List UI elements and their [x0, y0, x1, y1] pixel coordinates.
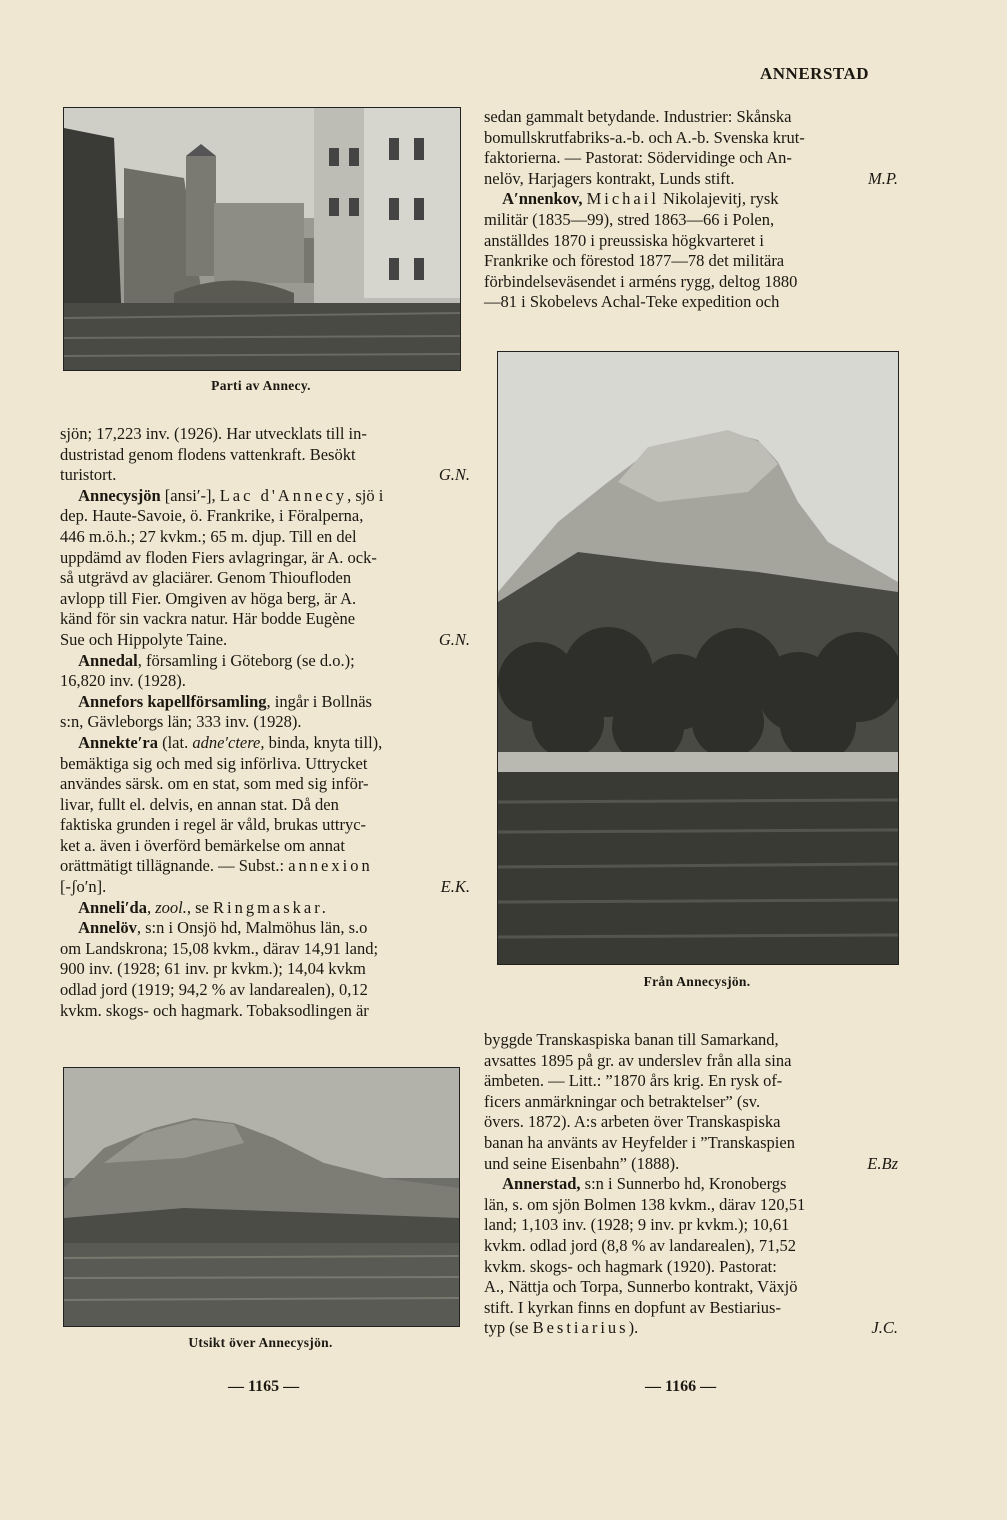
page-number-right: — 1166 —	[645, 1378, 717, 1395]
text-line: 900 inv. (1928; 61 inv. pr kvkm.); 14,04 kvkm	[60, 959, 366, 979]
text-line: ).	[628, 1318, 639, 1338]
right-column-top-text	[484, 107, 898, 313]
text-line: sjön; 17,223 inv. (1926). Har utvecklats till in-	[60, 424, 367, 443]
text-line: dustristad genom flodens vattenkraft. Besökt	[60, 444, 356, 464]
text-line: banan ha använts av Heyfelder i ”Transkaspien	[484, 1132, 795, 1152]
latin-term: adne′ctere,	[192, 732, 265, 752]
text-line: 446 m.ö.h.; 27 kvkm.; 65 m. djup. Till en del	[60, 526, 357, 546]
signature: E.Bz	[867, 1153, 898, 1173]
spaced-text: Michail	[586, 189, 659, 209]
text-line: Frankrike och förestod 1877—78 det militära	[484, 251, 785, 271]
entry-head: Anneli′da	[78, 897, 147, 917]
entry-head: Annedal	[78, 650, 138, 670]
text-line: livar, fullt el. delvis, en annan stat. Då den	[60, 794, 339, 814]
cross-reference: Bestiarius	[532, 1318, 629, 1338]
entry-head: A′nnenkov,	[502, 189, 583, 209]
text-line: kvkm. skogs- och hagmark. Tobaksodlingen är	[60, 1000, 369, 1020]
text-line: bemäktiga sig och med sig införliva. Uttrycket	[60, 753, 368, 773]
text-line: faktiska grunden i regel är våld, brukas uttryc-	[60, 815, 367, 835]
text-line: kvkm. odlad jord (8,8 % av landarealen), 71,52	[484, 1235, 797, 1255]
text-line: binda, knyta till),	[264, 732, 383, 752]
text-line: avsattes 1895 på gr. av underslev från alla sina	[484, 1050, 792, 1070]
spaced-text: Lac d'Annecy	[219, 485, 348, 505]
text-line: , sjö i	[347, 485, 384, 505]
text-line: avlopp till Fier. Omgiven av höga berg, är A.	[60, 588, 357, 608]
cross-reference: Ringmaskar.	[212, 897, 329, 917]
photo-annecy-view	[63, 1067, 460, 1327]
text-line: ket a. även i överförd bemärkelse om annat	[60, 835, 345, 855]
text-line: faktorierna. — Pastorat: Södervidinge och An-	[484, 148, 792, 168]
signature: J.C.	[871, 1318, 898, 1338]
text-line: , se	[186, 897, 213, 917]
text-line: , s:n i Onsjö hd, Malmöhus län, s.o	[136, 918, 368, 938]
text-line: kvkm. skogs- och hagmark (1920). Pastorat:	[484, 1256, 777, 1276]
entry-head: Annekte′ra	[78, 732, 158, 752]
text-line: uppdämd av floden Fiers avlagringar, är A. ock-	[60, 547, 377, 567]
text-line: om Landskrona; 15,08 kvkm., därav 14,91 land;	[60, 938, 379, 958]
entry-head: Annecysjön	[78, 485, 161, 505]
photo3-caption: Utsikt över Annecysjön.	[188, 1335, 333, 1350]
text-line: stift. I kyrkan finns en dopfunt av Bestiarius-	[484, 1297, 781, 1317]
text-line: Nikolajevitj, rysk	[658, 189, 779, 209]
entry-head: Annerstad,	[502, 1174, 581, 1194]
text-line: s:n i Sunnerbo hd, Kronobergs	[580, 1174, 787, 1194]
text-line: (lat.	[157, 732, 193, 752]
left-column-text: sjön; 17,223 inv. (1926). Har utvecklats till in- dustristad genom flodens vattenkraft. Besökt turistort. G.N. Annecysjön [ansi′-], Lac d'Annecy, sjö i dep. Haute-Savoie, ö. Frankrike, i Föralperna, 446 m.ö.h.; 27 kvkm.; 65 m. djup. Till en del uppdämd av floden Fiers avlagringar, är A. ock- så utgrävd av glaciärer. Genom Thioufloden avlopp till Fier. Omgiven av höga berg, är A. känd för sin vackra natur. Här bodde Eugène Sue och Hippolyte Taine. G.N. Annedal, församling i Göteborg (se d.o.); 16,820 inv. (1928). Annefors kapellförsamling, ingår i Bollnäs s:n, Gävleborgs län; 333 inv. (1928). Annekte′ra (lat. adne′ctere, binda, knyta till), bemäktiga sig och med sig införliva. Uttrycket användes särsk. om en stat, som med sig inför- livar, fullt el. delvis, en annan stat. Då den faktiska grunden i regel är våld, brukas uttryc- ket a. även i överförd bemärkelse om annat orättmätigt tillägnande. — Subst.: annexion [-ʃo′n]. E.K. Anneli′da, zool., se Ringmaskar. Annelöv, s:n i Onsjö hd, Malmöhus län, s.o om Landskrona; 15,08 kvkm., därav 14,91 land; 900 inv. (1928; 61 inv. pr kvkm.); 14,04 kvkm odlad jord (1919; 94,2 % av landarealen), 0,12 kvkm. skogs- och hagmark. Tobaksodlingen är	[60, 424, 470, 1020]
text-line: sedan gammalt betydande. Industrier: Skånska	[484, 107, 792, 126]
text-line: byggde Transkaspiska banan till Samarkand,	[484, 1030, 779, 1049]
text-line: odlad jord (1919; 94,2 % av landarealen), 0,12	[60, 980, 368, 1000]
text-line: förbindelseväsendet i arméns rygg, deltog 1880	[484, 271, 798, 291]
text-line: användes särsk. om en stat, som med sig inför-	[60, 774, 369, 794]
text-line: så utgrävd av glaciärer. Genom Thioufloden	[60, 568, 352, 588]
text-line: [-ʃo′n].	[60, 877, 107, 897]
signature: E.K.	[440, 877, 470, 897]
entry-head: Annelöv	[78, 918, 137, 938]
text-line: känd för sin vackra natur. Här bodde Eugène	[60, 609, 356, 629]
right-column-bottom-text	[484, 1030, 898, 1339]
pronunciation: [ansi′-],	[160, 485, 220, 505]
photo2-caption: Från Annecysjön.	[643, 974, 751, 989]
photo1-caption: Parti av Annecy.	[211, 378, 311, 393]
text-line: typ (se	[484, 1318, 533, 1338]
photo-annecy-lake	[497, 351, 899, 965]
text-line: övers. 1872). A:s arbeten över Transkaspiska	[484, 1112, 781, 1132]
photo-annecy-town	[63, 107, 461, 371]
running-head: ANNERSTAD	[760, 64, 870, 83]
text-line: militär (1835—99), stred 1863—66 i Polen,	[484, 209, 775, 229]
text-line: Sue och Hippolyte Taine.	[60, 629, 228, 649]
text-line: dep. Haute-Savoie, ö. Frankrike, i Föralperna,	[60, 506, 364, 526]
text-line: ämbeten. — Litt.: ”1870 års krig. En rysk of-	[484, 1071, 783, 1091]
text-line: A., Nättja och Torpa, Sunnerbo kontrakt, Växjö	[484, 1277, 798, 1297]
text-line: anställdes 1870 i preussiska högkvarteret i	[484, 230, 764, 250]
text-line: s:n, Gävleborgs län; 333 inv. (1928).	[60, 712, 302, 732]
page-number-left: — 1165 —	[228, 1378, 300, 1395]
text-line: , församling i Göteborg (se d.o.);	[137, 650, 355, 670]
text-line: und seine Eisenbahn” (1888).	[484, 1153, 680, 1173]
text-line: län, s. om sjön Bolmen 138 kvkm., därav 120,51	[484, 1194, 806, 1214]
text-line: bomullskrutfabriks-a.-b. och A.-b. Svenska krut-	[484, 127, 805, 147]
signature: G.N.	[438, 465, 470, 485]
text-line: turistort.	[60, 465, 117, 485]
spaced-text: annexion	[288, 856, 373, 876]
text-line: , ingår i Bollnäs	[266, 691, 372, 711]
text-line: 16,820 inv. (1928).	[60, 671, 186, 691]
text-line: —81 i Skobelevs Achal-Teke expedition och	[484, 292, 780, 312]
abbrev: zool.	[155, 897, 187, 917]
text-line: land; 1,103 inv. (1928; 9 inv. pr kvkm.); 10,61	[484, 1215, 790, 1235]
text-line: orättmätigt tillägnande. — Subst.:	[60, 856, 289, 876]
text-line: nelöv, Harjagers kontrakt, Lunds stift.	[484, 168, 735, 188]
entry-head: Annefors kapellförsamling	[78, 691, 267, 711]
text-line: ficers anmärkningar och betraktelser” (sv.	[484, 1091, 761, 1111]
signature: M.P.	[868, 168, 898, 188]
signature: G.N.	[438, 629, 470, 649]
